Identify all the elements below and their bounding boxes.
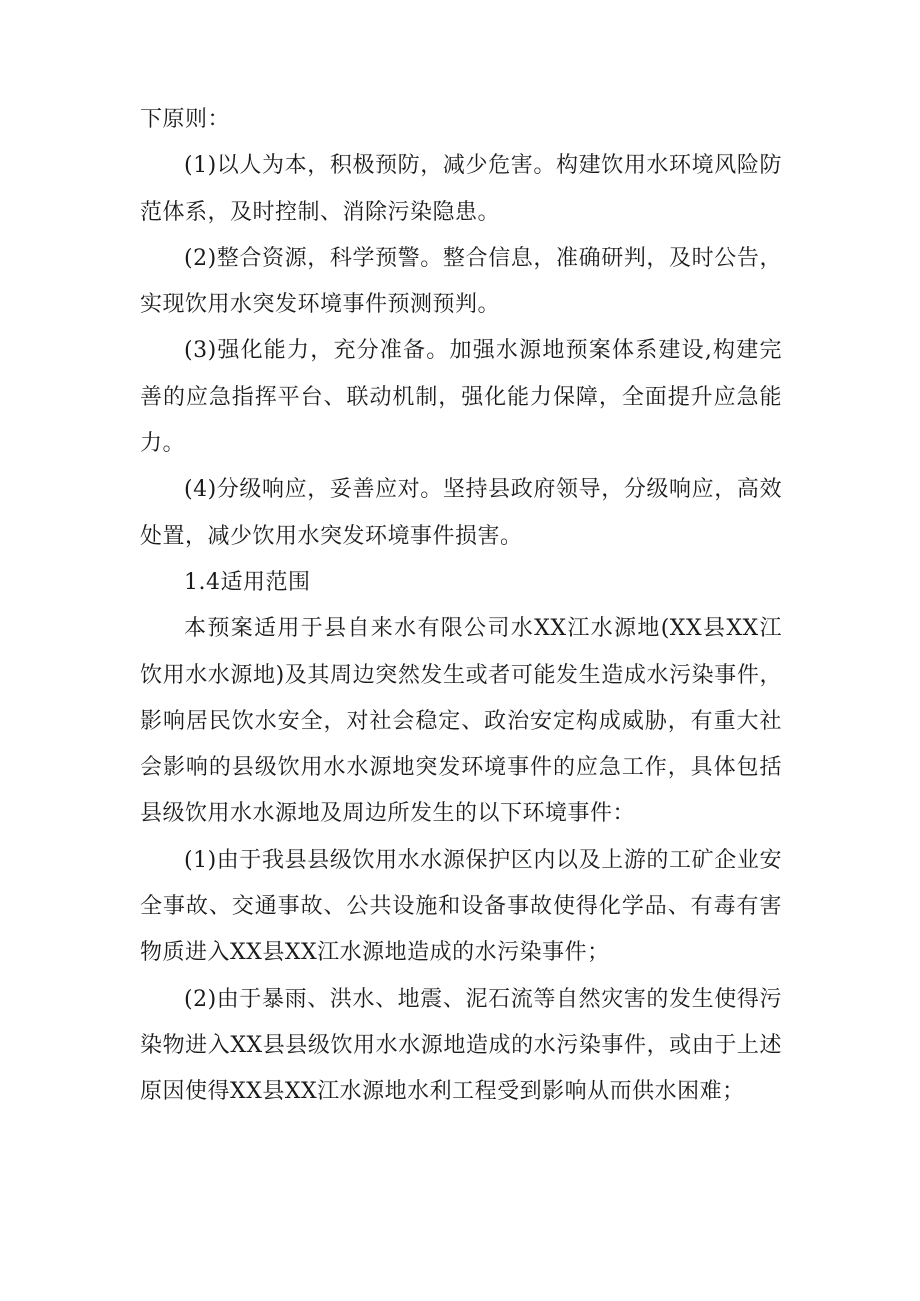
principle-3: (3)强化能力，充分准备。加强水源地预案体系建设,构建完善的应急指挥平台、联动机制，强化能力保障，全面提升应急能力。 — [140, 338, 782, 457]
document-body — [140, 97, 782, 1116]
scope-paragraph: 本预案适用于县自来水有限公司水XX江水源地(XX县XX江饮用水水源地)及其周边突然发生或者可能发生造成水污染事件，影响居民饮水安全，对社会稳定、政治安定构成威胁，有重大社会影响的县级饮用水水源地突发环境事件的应急工作，具体包括县级饮用水水源地及周边所发生的以下环境事件： — [140, 616, 782, 827]
scope-item-2: (2)由于暴雨、洪水、地震、泥石流等自然灾害的发生使得污染物进入XX县县级饮用水水源地造成的水污染事件，或由于上述原因使得XX县XX江水源地水利工程受到影响从而供水困难； — [140, 986, 782, 1105]
principle-4: (4)分级响应，妥善应对。坚持县政府领导，分级响应，高效处置，减少饮用水突发环境事件损害。 — [140, 477, 782, 549]
principle-1: (1)以人为本，积极预防，减少危害。构建饮用水环境风险防范体系，及时控制、消除污染隐患。 — [140, 153, 782, 225]
scope-item-1: (1)由于我县县级饮用水水源保护区内以及上游的工矿企业安全事故、交通事故、公共设施和设备事故使得化学品、有毒有害物质进入XX县XX江水源地造成的水污染事件； — [140, 847, 782, 966]
paragraph-continuation: 下原则： — [140, 107, 231, 132]
section-heading: 1.4适用范围 — [184, 569, 311, 595]
principle-2: (2)整合资源，科学预警。整合信息，准确研判，及时公告，实现饮用水突发环境事件预测预判。 — [140, 245, 782, 318]
